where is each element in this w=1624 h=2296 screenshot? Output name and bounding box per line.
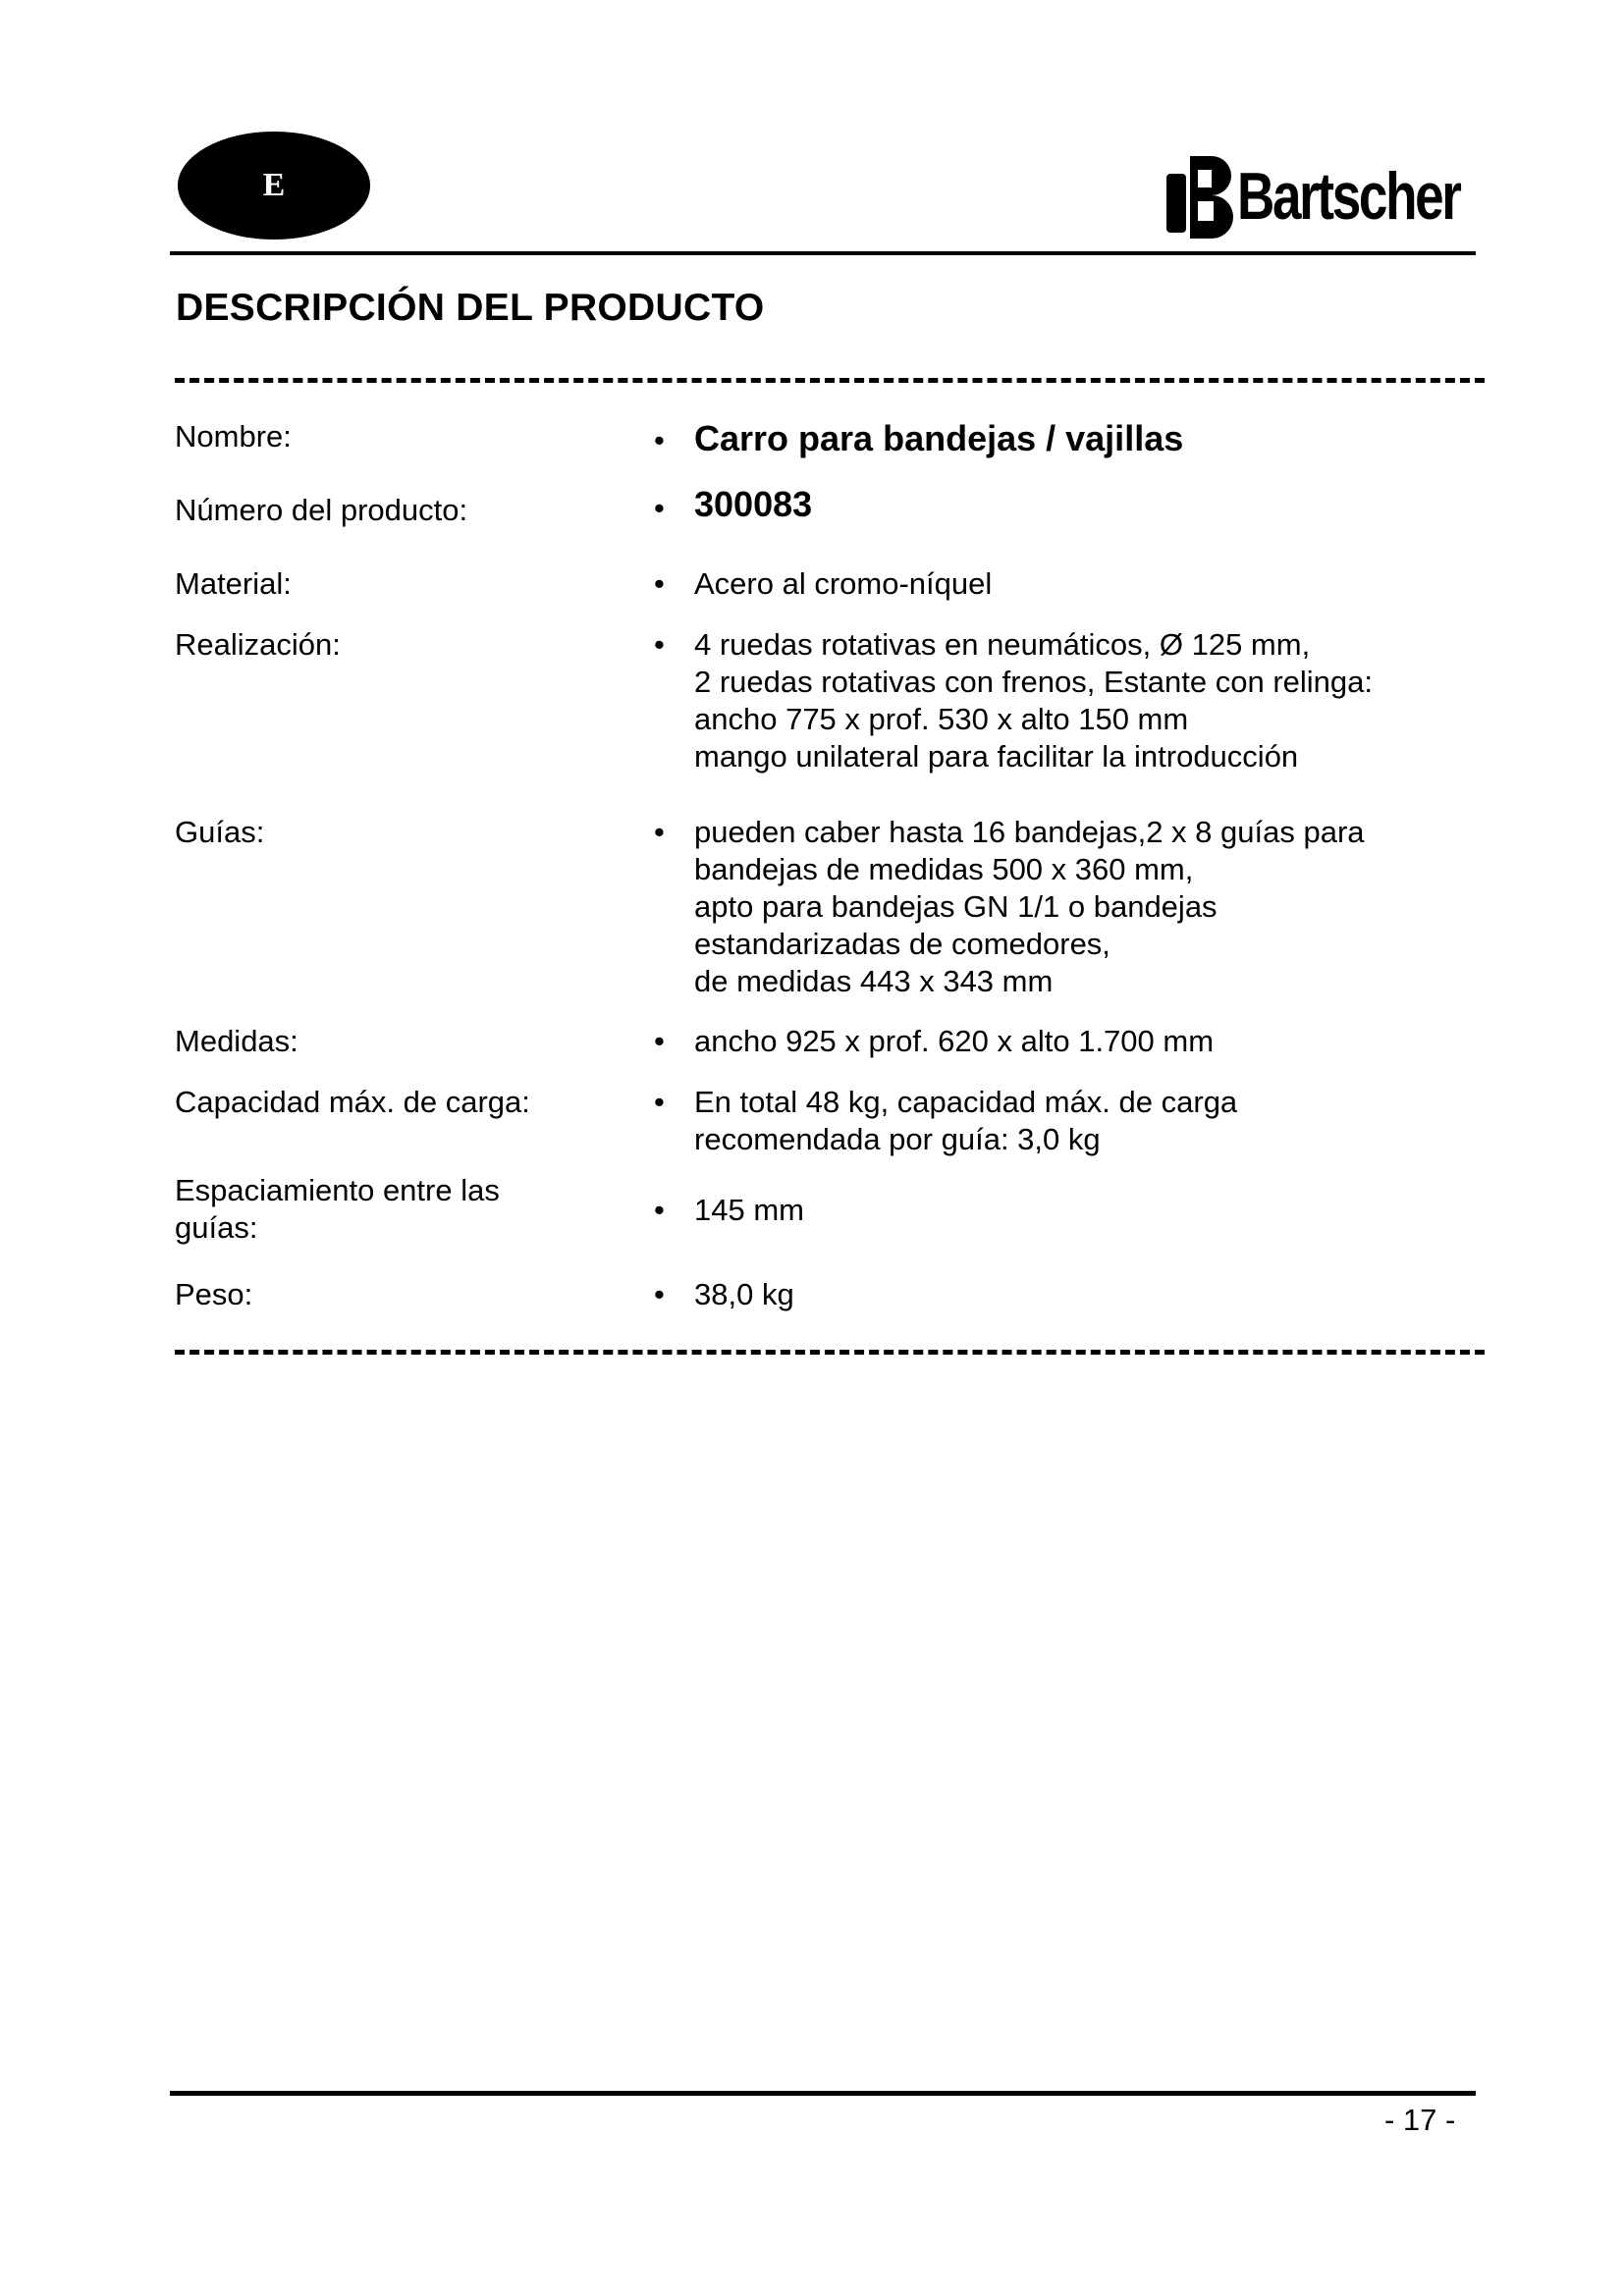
dashed-divider-bottom	[175, 1350, 1485, 1355]
bullet-icon: •	[654, 815, 665, 849]
header-rule	[170, 251, 1476, 255]
spec-label: Espaciamiento entre las guías:	[175, 1173, 500, 1245]
spec-label: Medidas:	[175, 1024, 298, 1058]
bullet-icon: •	[654, 627, 665, 662]
spec-label: Número del producto:	[175, 493, 468, 527]
spec-value: Carro para bandejas / vajillas	[694, 418, 1184, 458]
bullet-icon: •	[654, 1277, 665, 1311]
bartscher-logo-mark-icon	[1164, 154, 1235, 239]
spec-label: Nombre:	[175, 419, 292, 454]
bullet-icon: •	[654, 1085, 665, 1119]
bullet-icon: •	[654, 423, 665, 457]
page-number: - 17 -	[1384, 2103, 1456, 2137]
bullet-icon: •	[654, 1024, 665, 1058]
spec-value: 145 mm	[694, 1193, 804, 1227]
bullet-icon: •	[654, 491, 665, 525]
spec-label: Guías:	[175, 815, 265, 849]
page-title: DESCRIPCIÓN DEL PRODUCTO	[176, 287, 765, 329]
language-badge	[178, 132, 370, 240]
bartscher-logo	[1164, 147, 1523, 245]
bullet-icon: •	[654, 1193, 665, 1227]
spec-value: Acero al cromo-níquel	[694, 566, 993, 601]
spec-value: 4 ruedas rotativas en neumáticos, Ø 125 mm, 2 ruedas rotativas con frenos, Estante con relinga: ancho 775 x prof. 530 x alto 150 mm mango unilateral para facilitar la introducción	[694, 627, 1374, 774]
spec-value: 300083	[694, 484, 813, 524]
spec-label: Material:	[175, 566, 292, 601]
spec-label: Capacidad máx. de carga:	[175, 1085, 530, 1119]
spec-value: pueden caber hasta 16 bandejas,2 x 8 guías para bandejas de medidas 500 x 360 mm, apto para bandejas GN 1/1 o bandejas estandarizadas de comedores, de medidas 443 x 343 mm	[694, 815, 1365, 998]
spec-value: ancho 925 x prof. 620 x alto 1.700 mm	[694, 1024, 1215, 1058]
spec-value: En total 48 kg, capacidad máx. de carga recomendada por guía: 3,0 kg	[694, 1085, 1238, 1156]
language-badge-letter: E	[262, 167, 286, 203]
footer-rule	[170, 2091, 1476, 2096]
spec-label: Realización:	[175, 627, 341, 662]
brand-name: Bartscher	[1237, 159, 1460, 234]
spec-label: Peso:	[175, 1277, 253, 1311]
bullet-icon: •	[654, 566, 665, 601]
dashed-divider-top	[175, 378, 1485, 383]
spec-value: 38,0 kg	[694, 1277, 794, 1311]
